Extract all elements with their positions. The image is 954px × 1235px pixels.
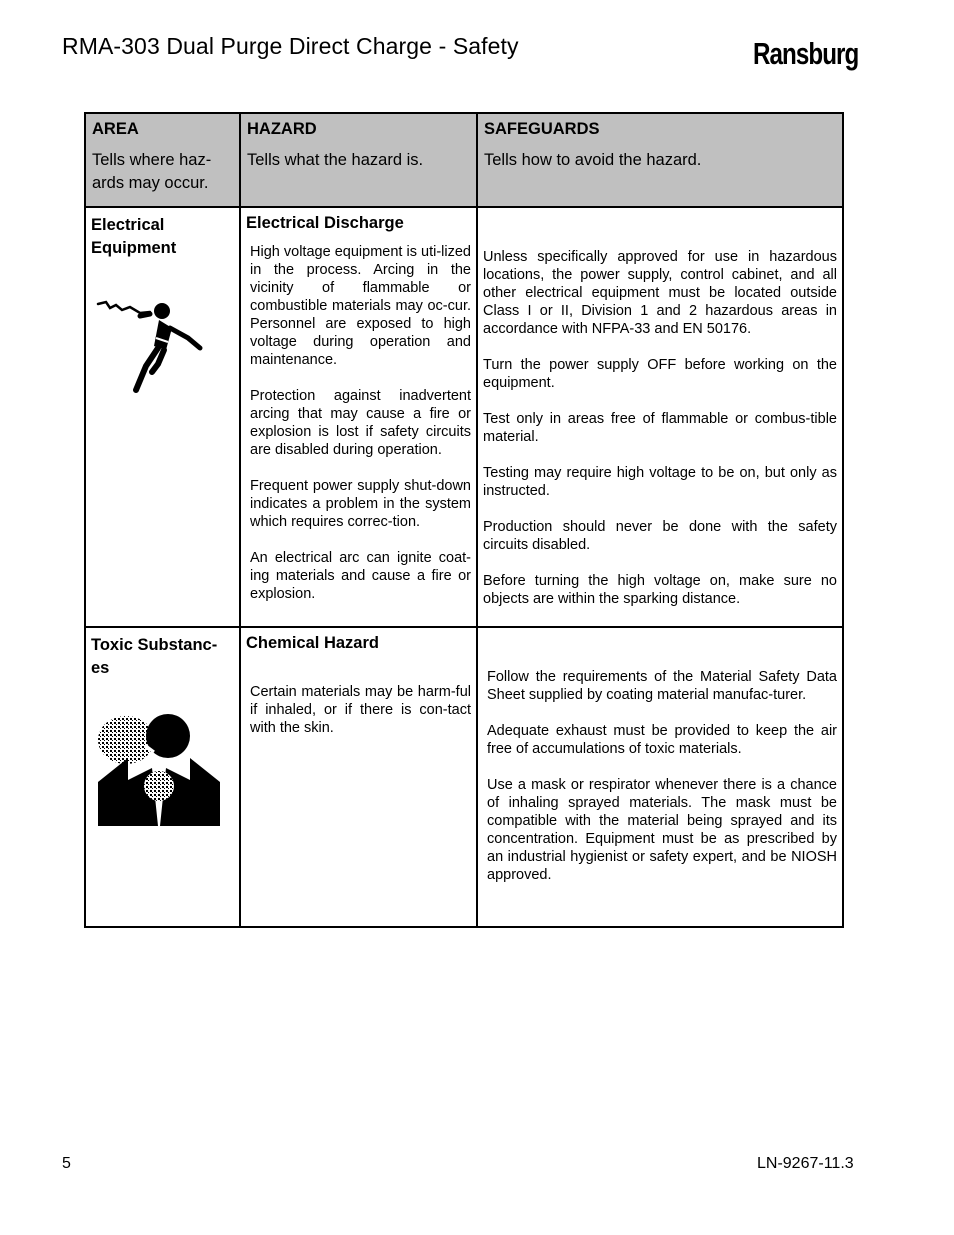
area-cell	[85, 627, 240, 927]
header-hazard	[240, 113, 477, 207]
document-id: LN-9267-11.3	[757, 1155, 854, 1172]
header-safeguards	[477, 113, 843, 207]
safeguard-paragraph: Before turning the high voltage on, make sure no objects are within the sparking distance.	[483, 573, 837, 607]
safeguard-paragraph: Test only in areas free of flammable or combus-tible material.	[483, 411, 837, 445]
area-cell	[85, 207, 240, 627]
hazard-paragraph: Protection against inadvertent arcing that may cause a fire or explosion is lost if safety circuits are disabled during operation.	[250, 388, 471, 458]
column-title: SAFEGUARDS	[484, 120, 600, 138]
safety-table	[84, 112, 844, 928]
table-row	[85, 627, 843, 927]
table-row	[85, 207, 843, 627]
hazard-paragraph: An electrical arc can ignite coat-ing materials and cause a fire or explosion.	[250, 550, 471, 602]
brand-logo: Ransburg	[753, 36, 859, 71]
safeguards-cell	[477, 627, 843, 927]
safeguard-paragraph: Adequate exhaust must be provided to keep the air free of accumulations of toxic materials.	[487, 723, 837, 757]
hazard-cell	[240, 207, 477, 627]
area-title: Toxic Substanc-es	[91, 636, 218, 677]
safeguard-paragraph: Testing may require high voltage to be on, but only as instructed.	[483, 465, 837, 499]
page-title: RMA-303 Dual Purge Direct Charge - Safety	[62, 33, 519, 59]
safeguards-cell	[477, 207, 843, 627]
hazard-paragraph: High voltage equipment is uti-lized in the process. Arcing in the vicinity of flammable or combustible materials may oc-cur. Personnel are exposed to high voltage during operation and maintenance.	[250, 244, 471, 368]
safeguard-paragraph: Follow the requirements of the Material Safety Data Sheet supplied by coating material manufac-turer.	[487, 669, 837, 703]
column-description: Tells how to avoid the hazard.	[484, 151, 702, 169]
safeguard-paragraph: Turn the power supply OFF before working on the equipment.	[483, 357, 837, 391]
column-description: Tells what the hazard is.	[247, 151, 424, 169]
page-number: 5	[62, 1155, 71, 1172]
header-area	[85, 113, 240, 207]
safeguard-paragraph: Unless specifically approved for use in hazardous locations, the power supply, control cabinet, and all other electrical equipment must be located outside Class I or II, Division 1 and 2 hazardous areas in accordance with NFPA-33 and EN 50176.	[483, 249, 837, 337]
area-title: Electrical Equipment	[91, 216, 177, 257]
column-description: Tells where haz-ards may occur.	[92, 151, 212, 192]
hazard-paragraph: Frequent power supply shut-down indicates a problem in the system which requires correc-tion.	[250, 478, 471, 530]
safeguard-paragraph: Production should never be done with the safety circuits disabled.	[483, 519, 837, 553]
safeguard-paragraph: Use a mask or respirator whenever there is a chance of inhaling sprayed materials. The mask must be compatible with the material being sprayed and its concentration. Equipment must be as prescribed by an industrial hygienist or safety expert, and be NIOSH approved.	[487, 777, 837, 883]
toxic-inhalation-icon	[98, 710, 239, 831]
hazard-title: Chemical Hazard	[246, 634, 379, 652]
hazard-title: Electrical Discharge	[246, 214, 404, 232]
table-header-row	[85, 113, 843, 207]
column-title: HAZARD	[247, 120, 317, 138]
electrical-shock-icon	[96, 298, 239, 398]
column-title: AREA	[92, 120, 139, 138]
hazard-paragraph: Certain materials may be harm-ful if inhaled, or if there is con-tact with the skin.	[250, 684, 471, 736]
hazard-cell	[240, 627, 477, 927]
